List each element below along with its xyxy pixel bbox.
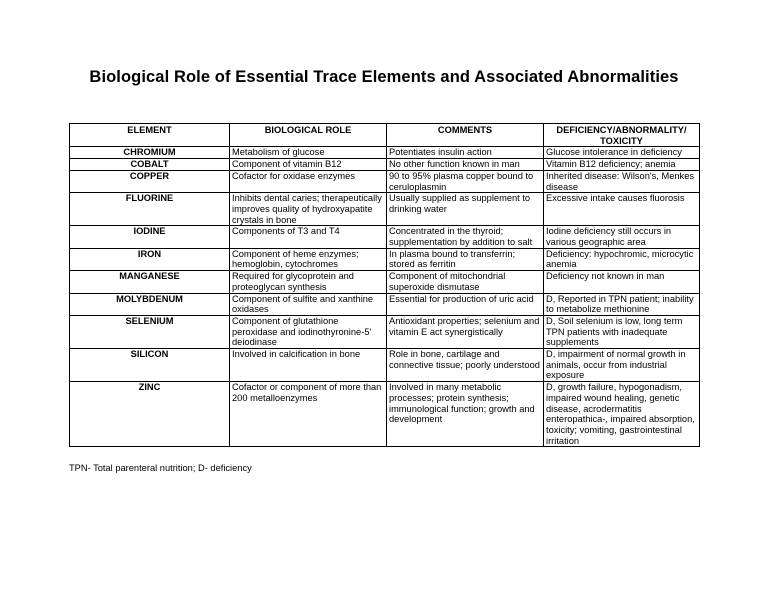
- deficiency-cell: Glucose intolerance in deficiency: [544, 147, 700, 159]
- element-cell: IODINE: [70, 226, 230, 248]
- role-cell: Components of T3 and T4: [230, 226, 387, 248]
- table-row: [70, 293, 700, 315]
- element-cell: ZINC: [70, 382, 230, 447]
- deficiency-cell: Iodine deficiency still occurs in various geographic area: [544, 226, 700, 248]
- table-row: [70, 159, 700, 171]
- element-cell: COBALT: [70, 159, 230, 171]
- header-element: ELEMENT: [70, 124, 230, 147]
- comments-cell: Concentrated in the thyroid; supplementation by addition to salt: [387, 226, 544, 248]
- table-row: [70, 271, 700, 293]
- comments-cell: Usually supplied as supplement to drinking water: [387, 193, 544, 226]
- table-row: [70, 147, 700, 159]
- trace-elements-table: [69, 123, 700, 447]
- document-title: Biological Role of Essential Trace Elements and Associated Abnormalities: [89, 68, 679, 86]
- role-cell: Required for glycoprotein and proteoglycan synthesis: [230, 271, 387, 293]
- table-row: [70, 315, 700, 348]
- element-cell: SILICON: [70, 349, 230, 382]
- comments-cell: Role in bone, cartilage and connective tissue; poorly understood: [387, 349, 544, 382]
- role-cell: Cofactor for oxidase enzymes: [230, 170, 387, 192]
- deficiency-cell: D, Soil selenium is low, long term TPN patients with inadequate supplements: [544, 315, 700, 348]
- comments-cell: In plasma bound to transferrin; stored as ferritin: [387, 248, 544, 270]
- role-cell: Component of sulfite and xanthine oxidases: [230, 293, 387, 315]
- element-cell: MOLYBDENUM: [70, 293, 230, 315]
- element-cell: MANGANESE: [70, 271, 230, 293]
- role-cell: Involved in calcification in bone: [230, 349, 387, 382]
- table-header-row: [70, 124, 700, 147]
- table-row: [70, 382, 700, 447]
- element-cell: SELENIUM: [70, 315, 230, 348]
- header-deficiency: DEFICIENCY/ABNORMALITY/ TOXICITY: [544, 124, 700, 147]
- role-cell: Component of vitamin B12: [230, 159, 387, 171]
- table-row: [70, 170, 700, 192]
- role-cell: Cofactor or component of more than 200 metalloenzymes: [230, 382, 387, 447]
- footnote: TPN- Total parenteral nutrition; D- deficiency: [69, 463, 252, 473]
- comments-cell: 90 to 95% plasma copper bound to ceruloplasmin: [387, 170, 544, 192]
- table-row: [70, 226, 700, 248]
- table-body: [70, 147, 700, 447]
- comments-cell: Potentiates insulin action: [387, 147, 544, 159]
- deficiency-cell: Excessive intake causes fluorosis: [544, 193, 700, 226]
- table-row: [70, 349, 700, 382]
- role-cell: Component of glutathione peroxidase and iodinothyronine-5' deiodinase: [230, 315, 387, 348]
- role-cell: Metabolism of glucose: [230, 147, 387, 159]
- deficiency-cell: Vitamin B12 deficiency; anemia: [544, 159, 700, 171]
- element-cell: CHROMIUM: [70, 147, 230, 159]
- role-cell: Inhibits dental caries; therapeutically improves quality of hydroxyapatite crystals in bone: [230, 193, 387, 226]
- deficiency-cell: Inherited disease: Wilson's, Menkes disease: [544, 170, 700, 192]
- comments-cell: Antioxidant properties; selenium and vitamin E act synergistically: [387, 315, 544, 348]
- deficiency-cell: Deficiency not known in man: [544, 271, 700, 293]
- role-cell: Component of heme enzymes; hemoglobin, cytochromes: [230, 248, 387, 270]
- comments-cell: No other function known in man: [387, 159, 544, 171]
- table-row: [70, 248, 700, 270]
- table-row: [70, 193, 700, 226]
- element-cell: IRON: [70, 248, 230, 270]
- comments-cell: Involved in many metabolic processes; protein synthesis; immunological function; growth and development: [387, 382, 544, 447]
- header-comments: COMMENTS: [387, 124, 544, 147]
- element-cell: FLUORINE: [70, 193, 230, 226]
- deficiency-cell: Deficiency: hypochromic, microcytic anemia: [544, 248, 700, 270]
- deficiency-cell: D, growth failure, hypogonadism, impaired wound healing, genetic disease, acrodermatitis enteropathica-, impaired absorption, toxicity; vomiting, gastrointestinal irritation: [544, 382, 700, 447]
- header-biological-role: BIOLOGICAL ROLE: [230, 124, 387, 147]
- deficiency-cell: D, impairment of normal growth in animals, occur from industrial exposure: [544, 349, 700, 382]
- element-cell: COPPER: [70, 170, 230, 192]
- comments-cell: Essential for production of uric acid: [387, 293, 544, 315]
- comments-cell: Component of mitochondrial superoxide dismutase: [387, 271, 544, 293]
- deficiency-cell: D, Reported in TPN patient; inability to metabolize methionine: [544, 293, 700, 315]
